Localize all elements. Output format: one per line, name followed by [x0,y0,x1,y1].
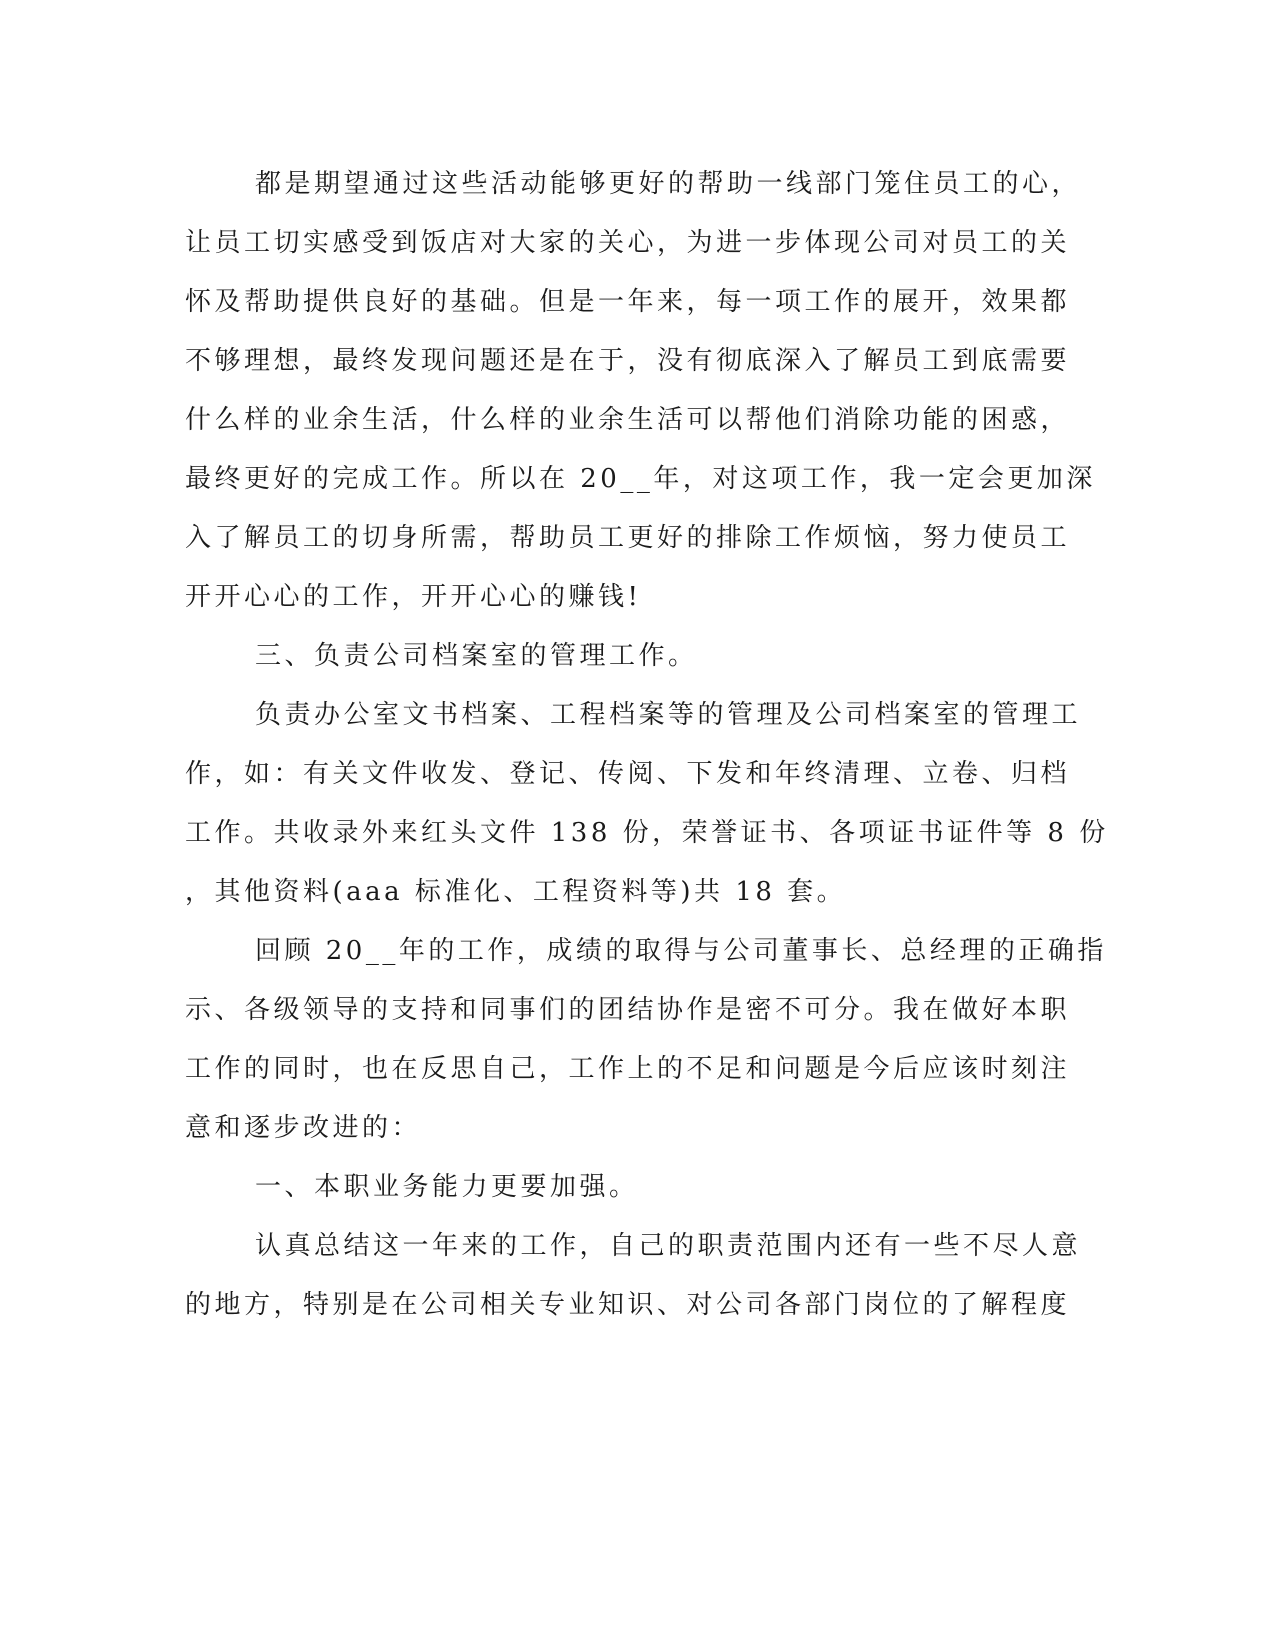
section-heading: 三、负责公司档案室的管理工作。 [255,641,698,671]
text-line: 入了解员工的切身所需，帮助员工更好的排除工作烦恼，努力使员工 [185,523,1071,553]
text-line: 的地方，特别是在公司相关专业知识、对公司各部门岗位的了解程度 [185,1290,1071,1320]
document-body [185,155,1109,1335]
text-line: 让员工切实感受到饭店对大家的关心，为进一步体现公司对员工的关 [185,228,1071,258]
section-heading: 一、本职业务能力更要加强。 [255,1172,639,1202]
text-line: ，其他资料(aaa 标准化、工程资料等)共 18 套。 [185,877,847,907]
text-line: 最终更好的完成工作。所以在 20__年，对这项工作，我一定会更加深 [185,464,1096,494]
text-line: 意和逐步改进的： [185,1113,422,1143]
text-line: 认真总结这一年来的工作，自己的职责范围内还有一些不尽人意 [255,1231,1082,1261]
text-line: 负责办公室文书档案、工程档案等的管理及公司档案室的管理工 [255,700,1082,730]
text-line: 不够理想，最终发现问题还是在于，没有彻底深入了解员工到底需要 [185,346,1071,376]
text-line: 开开心心的工作，开开心心的赚钱! [185,582,642,612]
text-line: 回顾 20__年的工作，成绩的取得与公司董事长、总经理的正确指 [255,936,1107,966]
text-line: 作，如：有关文件收发、登记、传阅、下发和年终清理、立卷、归档 [185,759,1071,789]
text-line: 示、各级领导的支持和同事们的团结协作是密不可分。我在做好本职 [185,995,1071,1025]
text-line: 什么样的业余生活，什么样的业余生活可以帮他们消除功能的困惑， [185,405,1071,435]
text-line: 都是期望通过这些活动能够更好的帮助一线部门笼住员工的心， [255,169,1082,199]
text-line: 工作的同时，也在反思自己，工作上的不足和问题是今后应该时刻注 [185,1054,1071,1084]
text-line: 怀及帮助提供良好的基础。但是一年来，每一项工作的展开，效果都 [185,287,1071,317]
text-line: 工作。共收录外来红头文件 138 份，荣誉证书、各项证书证件等 8 份 [185,818,1109,848]
